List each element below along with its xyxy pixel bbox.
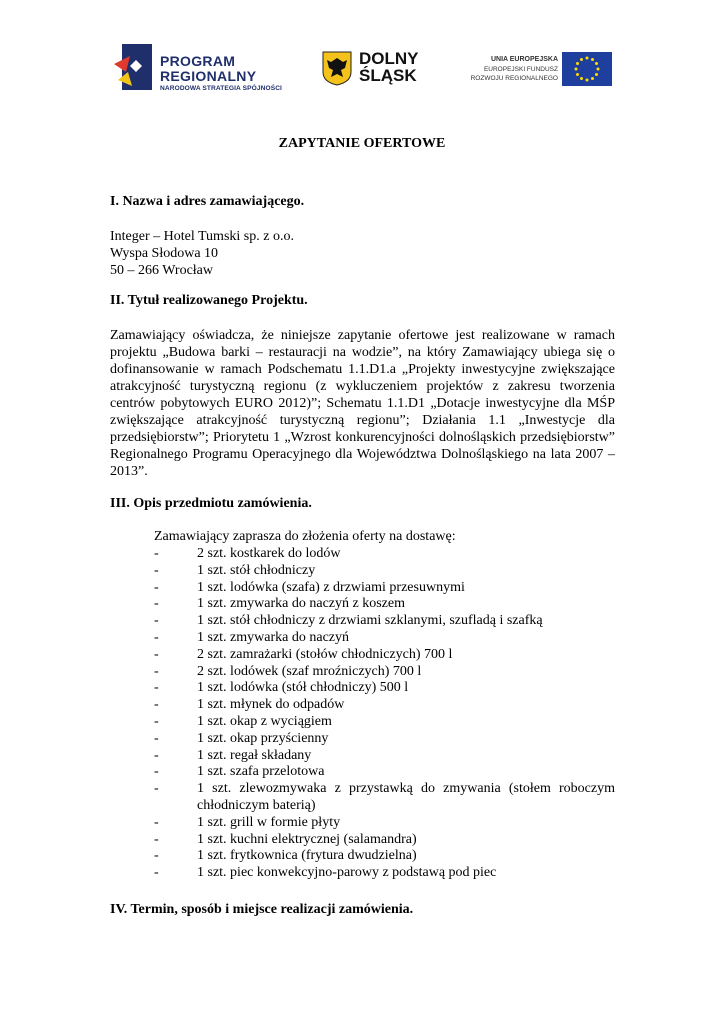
item-text: 1 szt. regał składany <box>197 747 312 763</box>
section3-heading: III. Opis przedmiotu zamówienia. <box>110 496 312 511</box>
list-item <box>110 580 615 597</box>
list-item <box>110 714 615 731</box>
item-text: 1 szt. grill w formie płyty <box>197 814 341 830</box>
item-text: 1 szt. zlewozmywaka z przystawką do zmywania (stołem roboczym chłodniczym baterią) <box>197 781 615 813</box>
list-item <box>110 731 615 748</box>
list-dash: - <box>154 596 159 612</box>
unia-europejska-logo <box>466 52 616 88</box>
item-text: 1 szt. młynek do odpadów <box>197 697 345 713</box>
item-text: 1 szt. kuchni elektrycznej (salamandra) <box>197 831 417 847</box>
program-line: PROGRAM <box>160 53 236 69</box>
slask-line: ŚLĄSK <box>359 66 417 85</box>
list-item <box>110 664 615 681</box>
regionalny-line: REGIONALNY <box>160 68 257 84</box>
list-dash: - <box>154 579 159 595</box>
item-text: 1 szt. zmywarka do naczyń <box>197 629 349 645</box>
section2-heading: II. Tytuł realizowanego Projektu. <box>110 293 308 308</box>
item-text: 1 szt. stół chłodniczy <box>197 562 316 578</box>
eu-flag-icon <box>562 52 612 86</box>
item-text: 2 szt. lodówek (szaf mroźniczych) 700 l <box>197 663 422 679</box>
ue-line2: EUROPEJSKI FUNDUSZ <box>483 66 558 73</box>
list-item <box>110 848 615 865</box>
list-dash: - <box>154 546 159 561</box>
address-line-3: 50 – 266 Wrocław <box>110 263 213 278</box>
list-item <box>110 697 615 714</box>
program-regionalny-logo <box>114 42 294 96</box>
list-dash: - <box>154 646 159 662</box>
document-title: ZAPYTANIE OFERTOWE <box>278 136 446 151</box>
list-item <box>110 647 615 664</box>
dolny-slask-logo <box>321 50 431 90</box>
list-dash: - <box>154 747 159 763</box>
item-text: 1 szt. lodówka (szafa) z drzwiami przesuwnymi <box>197 579 465 595</box>
list-dash: - <box>154 713 159 729</box>
ue-line1: UNIA EUROPEJSKA <box>490 56 558 63</box>
list-item <box>110 781 615 815</box>
item-text: 1 szt. zmywarka do naczyń z koszem <box>197 596 405 612</box>
list-dash: - <box>154 629 159 645</box>
item-text: 1 szt. stół chłodniczy z drzwiami szklanymi, szufladą i szafką <box>197 613 543 629</box>
program-subtitle: NARODOWA STRATEGIA SPÓJNOŚCI <box>160 85 282 92</box>
list-item <box>110 764 615 781</box>
list-item <box>110 680 615 697</box>
item-text: 2 szt. kostkarek do lodów <box>197 546 341 561</box>
list-dash: - <box>154 831 159 847</box>
ue-line3: ROZWOJU REGIONALNEGO <box>470 75 558 82</box>
address-line-2: Wyspa Słodowa 10 <box>110 246 219 261</box>
list-dash: - <box>154 697 159 713</box>
item-text: 1 szt. frytkownica (frytura dwudzielna) <box>197 848 417 864</box>
program-regionalny-emblem-icon <box>114 42 154 92</box>
list-dash: - <box>154 764 159 780</box>
item-text: 1 szt. okap przyścienny <box>197 730 329 746</box>
list-item <box>110 815 615 832</box>
order-items-list <box>110 546 615 882</box>
list-dash: - <box>154 613 159 629</box>
order-intro: Zamawiający zaprasza do złożenia oferty na dostawę: <box>154 529 456 544</box>
list-dash: - <box>154 562 159 578</box>
eagle-crest-icon <box>321 50 353 86</box>
dolny-line: DOLNY <box>359 49 419 68</box>
list-item <box>110 563 615 580</box>
logo-header <box>0 40 724 100</box>
list-dash: - <box>154 663 159 679</box>
list-dash: - <box>154 865 159 881</box>
list-dash: - <box>154 730 159 746</box>
list-dash: - <box>154 814 159 830</box>
list-item <box>110 630 615 647</box>
list-item <box>110 748 615 765</box>
section1-heading: I. Nazwa i adres zamawiającego. <box>110 194 305 209</box>
list-item <box>110 865 615 882</box>
list-dash: - <box>154 680 159 696</box>
list-item <box>110 832 615 849</box>
list-item <box>110 596 615 613</box>
item-text: 2 szt. zamrażarki (stołów chłodniczych) 700 l <box>197 646 453 662</box>
list-item <box>110 613 615 630</box>
list-item <box>110 546 615 563</box>
item-text: 1 szt. piec konwekcyjno-parowy z podstawą pod piec <box>197 865 497 881</box>
section4-heading: IV. Termin, sposób i miejsce realizacji zamówienia. <box>110 902 414 917</box>
address-line-1: Integer – Hotel Tumski sp. z o.o. <box>110 229 294 244</box>
item-text: 1 szt. lodówka (stół chłodniczy) 500 l <box>197 680 409 696</box>
item-text: 1 szt. okap z wyciągiem <box>197 713 332 729</box>
list-dash: - <box>154 848 159 864</box>
project-paragraph: Zamawiający oświadcza, że niniejsze zapytanie ofertowe jest realizowane w ramach projektu „Budowa barki – restauracji na wodzie”, na który Zamawiający ubiega się o dofinansowanie w ramach Podschematu 1.1.D1.a „Projekty inwestycyjne zwiększające atrakcyjność turystyczną regionu (z wykluczeniem projektów z zakresu tworzenia centrów pobytowych EURO 2012)”; Schematu 1.1.D1 „Dotacje inwestycyjne dla MŚP zwiększające atrakcyjność turystyczną regionu”; Działania 1.1 „Inwestycje dla przedsiębiorstw”; Priorytetu 1 „Wzrost konkurencyjności dolnośląskich przedsiębiorstw” Regionalnego Programu Operacyjnego dla Województwa Dolnośląskiego na lata 2007 – 2013”. <box>110 328 615 479</box>
item-text: 1 szt. szafa przelotowa <box>197 764 325 780</box>
list-dash: - <box>154 781 159 797</box>
